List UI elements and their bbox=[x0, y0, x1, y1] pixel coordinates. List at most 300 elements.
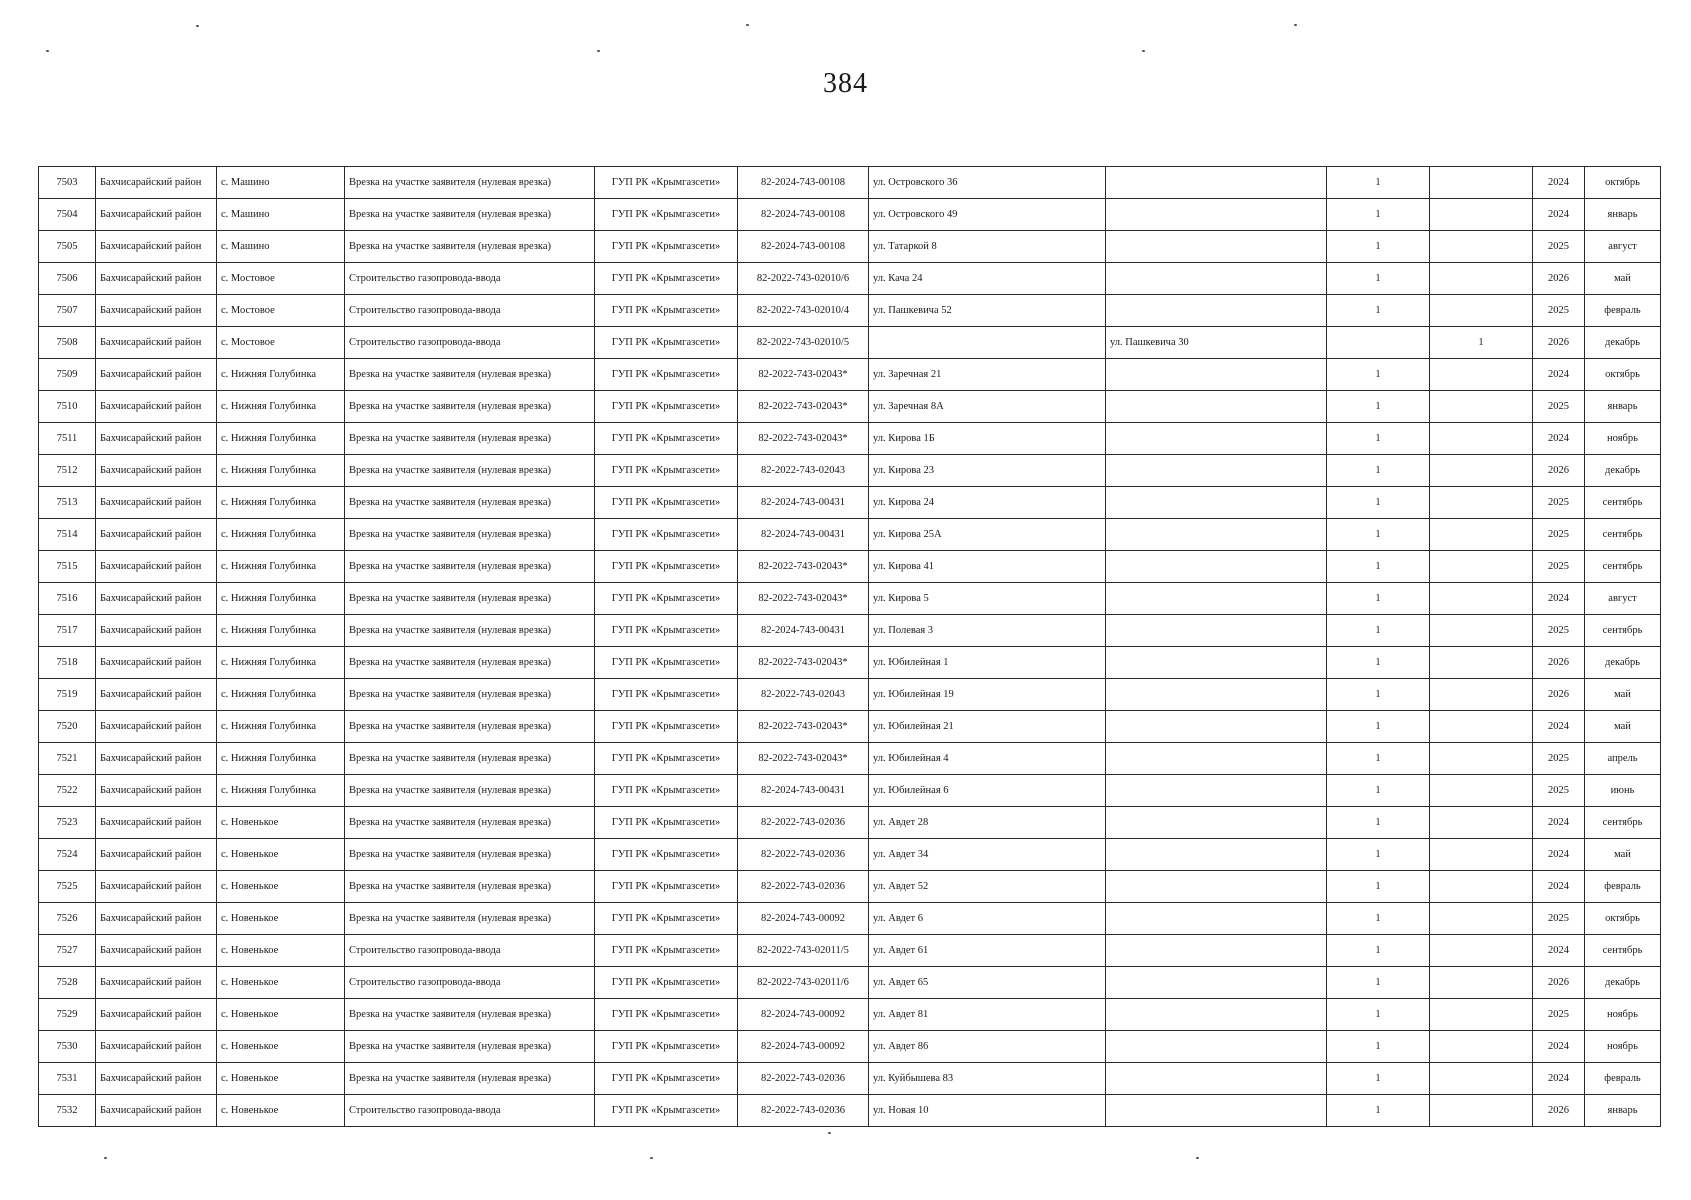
month-cell: сентябрь bbox=[1585, 807, 1661, 839]
quantity-cell: 1 bbox=[1327, 967, 1430, 999]
district-cell: Бахчисарайский район bbox=[96, 519, 217, 551]
organization-cell: ГУП РК «Крымгазсети» bbox=[595, 711, 738, 743]
organization-cell: ГУП РК «Крымгазсети» bbox=[595, 775, 738, 807]
organization-cell: ГУП РК «Крымгазсети» bbox=[595, 807, 738, 839]
district-cell: Бахчисарайский район bbox=[96, 775, 217, 807]
table-row bbox=[39, 1031, 1661, 1063]
quantity-alt-cell bbox=[1430, 647, 1533, 679]
district-cell: Бахчисарайский район bbox=[96, 231, 217, 263]
table-row bbox=[39, 327, 1661, 359]
locality-cell: с. Нижняя Голубинка bbox=[217, 647, 345, 679]
row-number: 7525 bbox=[39, 871, 96, 903]
row-number: 7529 bbox=[39, 999, 96, 1031]
quantity-alt-cell bbox=[1430, 967, 1533, 999]
quantity-alt-cell bbox=[1430, 519, 1533, 551]
organization-cell: ГУП РК «Крымгазсети» bbox=[595, 743, 738, 775]
quantity-alt-cell bbox=[1430, 1095, 1533, 1127]
contract-number-cell: 82-2022-743-02010/5 bbox=[738, 327, 869, 359]
work-type-cell: Строительство газопровода-ввода bbox=[345, 263, 595, 295]
row-number: 7528 bbox=[39, 967, 96, 999]
address-alt-cell bbox=[1106, 583, 1327, 615]
address-cell: ул. Островского 49 bbox=[869, 199, 1106, 231]
row-number: 7522 bbox=[39, 775, 96, 807]
row-number: 7520 bbox=[39, 711, 96, 743]
registry-table bbox=[38, 166, 1661, 1127]
quantity-alt-cell bbox=[1430, 359, 1533, 391]
quantity-cell: 1 bbox=[1327, 679, 1430, 711]
work-type-cell: Врезка на участке заявителя (нулевая врезка) bbox=[345, 871, 595, 903]
table-row bbox=[39, 423, 1661, 455]
row-number: 7503 bbox=[39, 167, 96, 199]
table-row bbox=[39, 295, 1661, 327]
address-cell: ул. Авдет 6 bbox=[869, 903, 1106, 935]
month-cell: январь bbox=[1585, 1095, 1661, 1127]
quantity-cell: 1 bbox=[1327, 711, 1430, 743]
address-cell: ул. Кирова 1Б bbox=[869, 423, 1106, 455]
table-row bbox=[39, 519, 1661, 551]
district-cell: Бахчисарайский район bbox=[96, 1031, 217, 1063]
address-alt-cell bbox=[1106, 903, 1327, 935]
year-cell: 2026 bbox=[1533, 967, 1585, 999]
locality-cell: с. Новенькое bbox=[217, 1095, 345, 1127]
address-alt-cell bbox=[1106, 231, 1327, 263]
quantity-alt-cell bbox=[1430, 871, 1533, 903]
locality-cell: с. Нижняя Голубинка bbox=[217, 359, 345, 391]
year-cell: 2025 bbox=[1533, 231, 1585, 263]
district-cell: Бахчисарайский район bbox=[96, 807, 217, 839]
address-cell: ул. Куйбышева 83 bbox=[869, 1063, 1106, 1095]
year-cell: 2025 bbox=[1533, 519, 1585, 551]
address-cell: ул. Кирова 41 bbox=[869, 551, 1106, 583]
month-cell: январь bbox=[1585, 391, 1661, 423]
month-cell: август bbox=[1585, 583, 1661, 615]
contract-number-cell: 82-2022-743-02011/6 bbox=[738, 967, 869, 999]
locality-cell: с. Новенькое bbox=[217, 1031, 345, 1063]
address-alt-cell bbox=[1106, 263, 1327, 295]
year-cell: 2024 bbox=[1533, 423, 1585, 455]
year-cell: 2026 bbox=[1533, 327, 1585, 359]
district-cell: Бахчисарайский район bbox=[96, 423, 217, 455]
row-number: 7512 bbox=[39, 455, 96, 487]
month-cell: февраль bbox=[1585, 295, 1661, 327]
address-alt-cell bbox=[1106, 967, 1327, 999]
address-cell: ул. Татаркой 8 bbox=[869, 231, 1106, 263]
quantity-alt-cell bbox=[1430, 295, 1533, 327]
address-cell: ул. Полевая 3 bbox=[869, 615, 1106, 647]
contract-number-cell: 82-2022-743-02036 bbox=[738, 871, 869, 903]
address-cell: ул. Кирова 24 bbox=[869, 487, 1106, 519]
quantity-alt-cell bbox=[1430, 231, 1533, 263]
quantity-cell: 1 bbox=[1327, 775, 1430, 807]
table-row bbox=[39, 487, 1661, 519]
district-cell: Бахчисарайский район bbox=[96, 1063, 217, 1095]
locality-cell: с. Машино bbox=[217, 167, 345, 199]
address-alt-cell bbox=[1106, 1031, 1327, 1063]
locality-cell: с. Нижняя Голубинка bbox=[217, 391, 345, 423]
work-type-cell: Врезка на участке заявителя (нулевая врезка) bbox=[345, 743, 595, 775]
work-type-cell: Врезка на участке заявителя (нулевая врезка) bbox=[345, 647, 595, 679]
locality-cell: с. Нижняя Голубинка bbox=[217, 711, 345, 743]
address-cell: ул. Авдет 52 bbox=[869, 871, 1106, 903]
work-type-cell: Строительство газопровода-ввода bbox=[345, 327, 595, 359]
address-alt-cell bbox=[1106, 743, 1327, 775]
table-row bbox=[39, 999, 1661, 1031]
contract-number-cell: 82-2022-743-02011/5 bbox=[738, 935, 869, 967]
locality-cell: с. Нижняя Голубинка bbox=[217, 615, 345, 647]
locality-cell: с. Новенькое bbox=[217, 999, 345, 1031]
month-cell: декабрь bbox=[1585, 455, 1661, 487]
contract-number-cell: 82-2022-743-02010/4 bbox=[738, 295, 869, 327]
month-cell: май bbox=[1585, 679, 1661, 711]
table-row bbox=[39, 743, 1661, 775]
locality-cell: с. Мостовое bbox=[217, 327, 345, 359]
quantity-cell: 1 bbox=[1327, 871, 1430, 903]
organization-cell: ГУП РК «Крымгазсети» bbox=[595, 295, 738, 327]
month-cell: июнь bbox=[1585, 775, 1661, 807]
table-row bbox=[39, 551, 1661, 583]
organization-cell: ГУП РК «Крымгазсети» bbox=[595, 871, 738, 903]
year-cell: 2024 bbox=[1533, 871, 1585, 903]
locality-cell: с. Мостовое bbox=[217, 295, 345, 327]
address-alt-cell bbox=[1106, 1063, 1327, 1095]
year-cell: 2025 bbox=[1533, 999, 1585, 1031]
quantity-alt-cell bbox=[1430, 679, 1533, 711]
year-cell: 2024 bbox=[1533, 583, 1585, 615]
contract-number-cell: 82-2022-743-02043* bbox=[738, 423, 869, 455]
address-cell: ул. Кирова 5 bbox=[869, 583, 1106, 615]
quantity-cell: 1 bbox=[1327, 1095, 1430, 1127]
work-type-cell: Врезка на участке заявителя (нулевая врезка) bbox=[345, 519, 595, 551]
address-cell: ул. Юбилейная 21 bbox=[869, 711, 1106, 743]
row-number: 7516 bbox=[39, 583, 96, 615]
quantity-alt-cell bbox=[1430, 903, 1533, 935]
address-cell: ул. Кирова 25А bbox=[869, 519, 1106, 551]
organization-cell: ГУП РК «Крымгазсети» bbox=[595, 327, 738, 359]
district-cell: Бахчисарайский район bbox=[96, 967, 217, 999]
address-alt-cell bbox=[1106, 679, 1327, 711]
organization-cell: ГУП РК «Крымгазсети» bbox=[595, 1031, 738, 1063]
locality-cell: с. Новенькое bbox=[217, 807, 345, 839]
quantity-cell: 1 bbox=[1327, 551, 1430, 583]
organization-cell: ГУП РК «Крымгазсети» bbox=[595, 999, 738, 1031]
row-number: 7505 bbox=[39, 231, 96, 263]
quantity-alt-cell: 1 bbox=[1430, 327, 1533, 359]
locality-cell: с. Машино bbox=[217, 231, 345, 263]
row-number: 7530 bbox=[39, 1031, 96, 1063]
month-cell: ноябрь bbox=[1585, 1031, 1661, 1063]
contract-number-cell: 82-2024-743-00108 bbox=[738, 199, 869, 231]
work-type-cell: Врезка на участке заявителя (нулевая врезка) bbox=[345, 231, 595, 263]
month-cell: октябрь bbox=[1585, 903, 1661, 935]
quantity-cell: 1 bbox=[1327, 391, 1430, 423]
quantity-cell: 1 bbox=[1327, 231, 1430, 263]
district-cell: Бахчисарайский район bbox=[96, 839, 217, 871]
quantity-alt-cell bbox=[1430, 615, 1533, 647]
quantity-cell: 1 bbox=[1327, 295, 1430, 327]
contract-number-cell: 82-2022-743-02043 bbox=[738, 455, 869, 487]
year-cell: 2026 bbox=[1533, 263, 1585, 295]
district-cell: Бахчисарайский район bbox=[96, 295, 217, 327]
organization-cell: ГУП РК «Крымгазсети» bbox=[595, 199, 738, 231]
work-type-cell: Врезка на участке заявителя (нулевая врезка) bbox=[345, 615, 595, 647]
district-cell: Бахчисарайский район bbox=[96, 999, 217, 1031]
organization-cell: ГУП РК «Крымгазсети» bbox=[595, 519, 738, 551]
address-alt-cell bbox=[1106, 807, 1327, 839]
quantity-alt-cell bbox=[1430, 711, 1533, 743]
quantity-cell: 1 bbox=[1327, 1063, 1430, 1095]
quantity-cell: 1 bbox=[1327, 487, 1430, 519]
row-number: 7521 bbox=[39, 743, 96, 775]
quantity-alt-cell bbox=[1430, 839, 1533, 871]
contract-number-cell: 82-2022-743-02043* bbox=[738, 583, 869, 615]
row-number: 7511 bbox=[39, 423, 96, 455]
quantity-cell: 1 bbox=[1327, 903, 1430, 935]
organization-cell: ГУП РК «Крымгазсети» bbox=[595, 839, 738, 871]
address-cell: ул. Юбилейная 19 bbox=[869, 679, 1106, 711]
month-cell: сентябрь bbox=[1585, 935, 1661, 967]
address-cell: ул. Юбилейная 1 bbox=[869, 647, 1106, 679]
organization-cell: ГУП РК «Крымгазсети» bbox=[595, 231, 738, 263]
row-number: 7507 bbox=[39, 295, 96, 327]
locality-cell: с. Новенькое bbox=[217, 967, 345, 999]
contract-number-cell: 82-2022-743-02043 bbox=[738, 679, 869, 711]
organization-cell: ГУП РК «Крымгазсети» bbox=[595, 1063, 738, 1095]
district-cell: Бахчисарайский район bbox=[96, 583, 217, 615]
organization-cell: ГУП РК «Крымгазсети» bbox=[595, 551, 738, 583]
work-type-cell: Строительство газопровода-ввода bbox=[345, 935, 595, 967]
work-type-cell: Врезка на участке заявителя (нулевая врезка) bbox=[345, 999, 595, 1031]
contract-number-cell: 82-2022-743-02043* bbox=[738, 391, 869, 423]
year-cell: 2025 bbox=[1533, 551, 1585, 583]
work-type-cell: Строительство газопровода-ввода bbox=[345, 295, 595, 327]
address-cell: ул. Кача 24 bbox=[869, 263, 1106, 295]
year-cell: 2026 bbox=[1533, 1095, 1585, 1127]
row-number: 7523 bbox=[39, 807, 96, 839]
table-row bbox=[39, 807, 1661, 839]
quantity-alt-cell bbox=[1430, 1031, 1533, 1063]
address-alt-cell bbox=[1106, 711, 1327, 743]
address-alt-cell bbox=[1106, 647, 1327, 679]
locality-cell: с. Новенькое bbox=[217, 839, 345, 871]
table-row bbox=[39, 455, 1661, 487]
contract-number-cell: 82-2024-743-00092 bbox=[738, 1031, 869, 1063]
year-cell: 2025 bbox=[1533, 775, 1585, 807]
quantity-cell: 1 bbox=[1327, 359, 1430, 391]
locality-cell: с. Нижняя Голубинка bbox=[217, 455, 345, 487]
table-row bbox=[39, 167, 1661, 199]
contract-number-cell: 82-2024-743-00431 bbox=[738, 615, 869, 647]
locality-cell: с. Новенькое bbox=[217, 871, 345, 903]
quantity-cell: 1 bbox=[1327, 647, 1430, 679]
table-row bbox=[39, 583, 1661, 615]
quantity-cell: 1 bbox=[1327, 167, 1430, 199]
work-type-cell: Строительство газопровода-ввода bbox=[345, 967, 595, 999]
address-alt-cell bbox=[1106, 839, 1327, 871]
table-row bbox=[39, 359, 1661, 391]
address-alt-cell bbox=[1106, 775, 1327, 807]
quantity-cell: 1 bbox=[1327, 999, 1430, 1031]
table-row bbox=[39, 231, 1661, 263]
address-alt-cell bbox=[1106, 359, 1327, 391]
district-cell: Бахчисарайский район bbox=[96, 647, 217, 679]
address-cell: ул. Кирова 23 bbox=[869, 455, 1106, 487]
contract-number-cell: 82-2022-743-02036 bbox=[738, 839, 869, 871]
table-row bbox=[39, 871, 1661, 903]
table-row bbox=[39, 1095, 1661, 1127]
quantity-alt-cell bbox=[1430, 391, 1533, 423]
row-number: 7514 bbox=[39, 519, 96, 551]
month-cell: декабрь bbox=[1585, 327, 1661, 359]
row-number: 7513 bbox=[39, 487, 96, 519]
year-cell: 2026 bbox=[1533, 455, 1585, 487]
locality-cell: с. Нижняя Голубинка bbox=[217, 423, 345, 455]
district-cell: Бахчисарайский район bbox=[96, 711, 217, 743]
quantity-cell: 1 bbox=[1327, 743, 1430, 775]
year-cell: 2025 bbox=[1533, 615, 1585, 647]
quantity-alt-cell bbox=[1430, 423, 1533, 455]
year-cell: 2024 bbox=[1533, 199, 1585, 231]
contract-number-cell: 82-2022-743-02043* bbox=[738, 359, 869, 391]
district-cell: Бахчисарайский район bbox=[96, 743, 217, 775]
year-cell: 2025 bbox=[1533, 295, 1585, 327]
organization-cell: ГУП РК «Крымгазсети» bbox=[595, 359, 738, 391]
address-cell: ул. Новая 10 bbox=[869, 1095, 1106, 1127]
contract-number-cell: 82-2022-743-02043* bbox=[738, 551, 869, 583]
year-cell: 2024 bbox=[1533, 839, 1585, 871]
quantity-cell: 1 bbox=[1327, 1031, 1430, 1063]
row-number: 7519 bbox=[39, 679, 96, 711]
work-type-cell: Врезка на участке заявителя (нулевая врезка) bbox=[345, 807, 595, 839]
quantity-alt-cell bbox=[1430, 807, 1533, 839]
organization-cell: ГУП РК «Крымгазсети» bbox=[595, 1095, 738, 1127]
address-alt-cell bbox=[1106, 551, 1327, 583]
address-cell: ул. Авдет 65 bbox=[869, 967, 1106, 999]
month-cell: январь bbox=[1585, 199, 1661, 231]
table-row bbox=[39, 199, 1661, 231]
month-cell: сентябрь bbox=[1585, 615, 1661, 647]
district-cell: Бахчисарайский район bbox=[96, 1095, 217, 1127]
contract-number-cell: 82-2024-743-00108 bbox=[738, 231, 869, 263]
contract-number-cell: 82-2022-743-02043* bbox=[738, 711, 869, 743]
organization-cell: ГУП РК «Крымгазсети» bbox=[595, 903, 738, 935]
district-cell: Бахчисарайский район bbox=[96, 871, 217, 903]
address-cell bbox=[869, 327, 1106, 359]
work-type-cell: Врезка на участке заявителя (нулевая врезка) bbox=[345, 711, 595, 743]
row-number: 7504 bbox=[39, 199, 96, 231]
month-cell: февраль bbox=[1585, 1063, 1661, 1095]
quantity-alt-cell bbox=[1430, 455, 1533, 487]
table-row bbox=[39, 903, 1661, 935]
row-number: 7506 bbox=[39, 263, 96, 295]
contract-number-cell: 82-2022-743-02036 bbox=[738, 1095, 869, 1127]
month-cell: май bbox=[1585, 263, 1661, 295]
quantity-alt-cell bbox=[1430, 743, 1533, 775]
month-cell: ноябрь bbox=[1585, 423, 1661, 455]
year-cell: 2024 bbox=[1533, 711, 1585, 743]
locality-cell: с. Нижняя Голубинка bbox=[217, 487, 345, 519]
registry-body bbox=[39, 167, 1661, 1127]
district-cell: Бахчисарайский район bbox=[96, 551, 217, 583]
address-cell: ул. Заречная 8А bbox=[869, 391, 1106, 423]
locality-cell: с. Новенькое bbox=[217, 1063, 345, 1095]
work-type-cell: Врезка на участке заявителя (нулевая врезка) bbox=[345, 903, 595, 935]
quantity-alt-cell bbox=[1430, 551, 1533, 583]
locality-cell: с. Мостовое bbox=[217, 263, 345, 295]
month-cell: апрель bbox=[1585, 743, 1661, 775]
address-alt-cell bbox=[1106, 935, 1327, 967]
contract-number-cell: 82-2024-743-00108 bbox=[738, 167, 869, 199]
district-cell: Бахчисарайский район bbox=[96, 487, 217, 519]
organization-cell: ГУП РК «Крымгазсети» bbox=[595, 487, 738, 519]
quantity-alt-cell bbox=[1430, 583, 1533, 615]
row-number: 7509 bbox=[39, 359, 96, 391]
quantity-cell bbox=[1327, 327, 1430, 359]
month-cell: сентябрь bbox=[1585, 519, 1661, 551]
month-cell: февраль bbox=[1585, 871, 1661, 903]
address-alt-cell: ул. Пашкевича 30 bbox=[1106, 327, 1327, 359]
address-alt-cell bbox=[1106, 455, 1327, 487]
table-row bbox=[39, 391, 1661, 423]
district-cell: Бахчисарайский район bbox=[96, 903, 217, 935]
organization-cell: ГУП РК «Крымгазсети» bbox=[595, 167, 738, 199]
district-cell: Бахчисарайский район bbox=[96, 615, 217, 647]
month-cell: ноябрь bbox=[1585, 999, 1661, 1031]
address-cell: ул. Островского 36 bbox=[869, 167, 1106, 199]
row-number: 7515 bbox=[39, 551, 96, 583]
work-type-cell: Строительство газопровода-ввода bbox=[345, 1095, 595, 1127]
address-alt-cell bbox=[1106, 423, 1327, 455]
row-number: 7508 bbox=[39, 327, 96, 359]
quantity-alt-cell bbox=[1430, 935, 1533, 967]
work-type-cell: Врезка на участке заявителя (нулевая врезка) bbox=[345, 775, 595, 807]
table-row bbox=[39, 647, 1661, 679]
district-cell: Бахчисарайский район bbox=[96, 391, 217, 423]
work-type-cell: Врезка на участке заявителя (нулевая врезка) bbox=[345, 551, 595, 583]
address-alt-cell bbox=[1106, 487, 1327, 519]
locality-cell: с. Нижняя Голубинка bbox=[217, 679, 345, 711]
table-row bbox=[39, 615, 1661, 647]
address-alt-cell bbox=[1106, 1095, 1327, 1127]
contract-number-cell: 82-2022-743-02036 bbox=[738, 807, 869, 839]
contract-number-cell: 82-2024-743-00092 bbox=[738, 999, 869, 1031]
address-cell: ул. Пашкевича 52 bbox=[869, 295, 1106, 327]
row-number: 7510 bbox=[39, 391, 96, 423]
year-cell: 2025 bbox=[1533, 487, 1585, 519]
work-type-cell: Врезка на участке заявителя (нулевая врезка) bbox=[345, 359, 595, 391]
work-type-cell: Врезка на участке заявителя (нулевая врезка) bbox=[345, 583, 595, 615]
organization-cell: ГУП РК «Крымгазсети» bbox=[595, 647, 738, 679]
quantity-alt-cell bbox=[1430, 1063, 1533, 1095]
address-alt-cell bbox=[1106, 167, 1327, 199]
table-row bbox=[39, 711, 1661, 743]
address-alt-cell bbox=[1106, 295, 1327, 327]
district-cell: Бахчисарайский район bbox=[96, 455, 217, 487]
month-cell: октябрь bbox=[1585, 359, 1661, 391]
row-number: 7518 bbox=[39, 647, 96, 679]
work-type-cell: Врезка на участке заявителя (нулевая врезка) bbox=[345, 423, 595, 455]
quantity-cell: 1 bbox=[1327, 423, 1430, 455]
quantity-alt-cell bbox=[1430, 775, 1533, 807]
table-row bbox=[39, 967, 1661, 999]
quantity-cell: 1 bbox=[1327, 263, 1430, 295]
month-cell: сентябрь bbox=[1585, 551, 1661, 583]
year-cell: 2024 bbox=[1533, 167, 1585, 199]
address-cell: ул. Юбилейная 6 bbox=[869, 775, 1106, 807]
address-cell: ул. Авдет 61 bbox=[869, 935, 1106, 967]
contract-number-cell: 82-2024-743-00431 bbox=[738, 775, 869, 807]
quantity-alt-cell bbox=[1430, 263, 1533, 295]
address-cell: ул. Авдет 81 bbox=[869, 999, 1106, 1031]
